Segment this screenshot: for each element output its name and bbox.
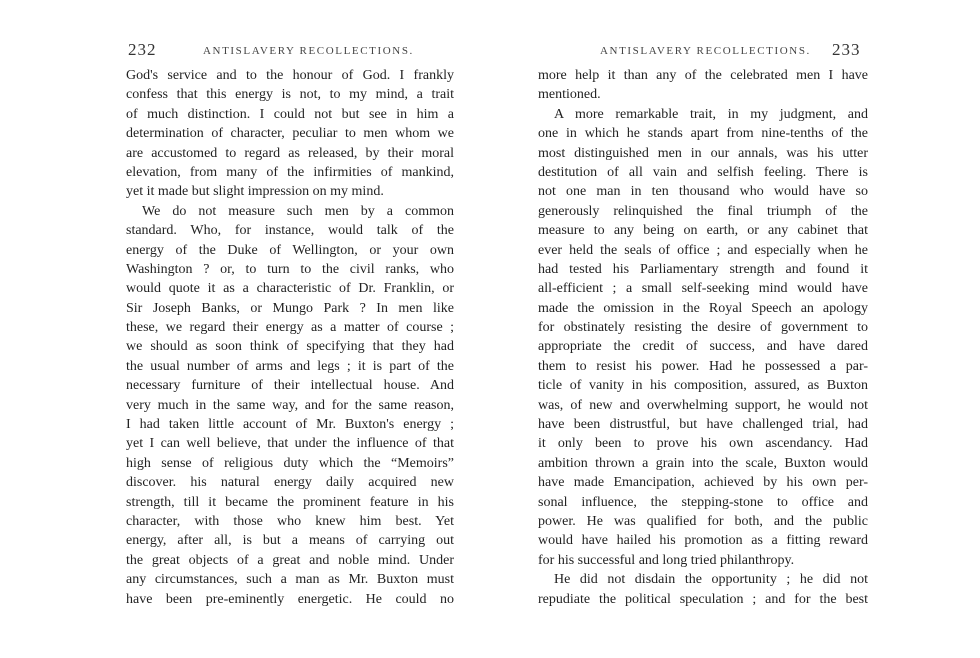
- text-line: confess that this energy is not, to my mind, a trait: [126, 87, 454, 103]
- text-line: made the omission in the Royal Speech an apology: [538, 300, 868, 316]
- text-line: it only been to prove his own ascendancy. Had: [538, 436, 868, 452]
- text-line: we should as soon think of specifying that they had: [126, 339, 454, 355]
- text-line: A more remarkable trait, in my judgment, and: [554, 106, 868, 122]
- text-line: one in which he stands apart from nine-tenths of the: [538, 126, 868, 142]
- text-line: appropriate the credit of success, and have dared: [538, 339, 868, 355]
- text-line: God's service and to the honour of God. I frankly: [126, 68, 454, 83]
- text-line: necessary furniture of their intellectual house. And: [126, 378, 454, 394]
- text-line: elevation, from many of the infirmities of mankind,: [126, 164, 454, 180]
- text-line: ticle of vanity in his composition, assured, as Buxton: [538, 378, 868, 394]
- left-page-number: 232: [128, 40, 157, 59]
- text-line: would quote it as a characteristic of Dr. Franklin, or: [126, 281, 454, 297]
- text-line: the usual number of arms and legs ; it is part of the: [126, 358, 454, 374]
- text-line: are accustomed to regard as released, by their moral: [126, 145, 454, 161]
- text-line: high sense of religious duty which the “Memoirs”: [126, 455, 454, 471]
- text-line: ambition thrown a grain into the scale, Buxton would: [538, 455, 868, 471]
- text-line: would have hailed his promotion as a fitting reward: [538, 533, 868, 549]
- text-line: very much in the same way, and for the same reason,: [126, 397, 454, 413]
- text-line: I had taken little account of Mr. Buxton's energy ;: [126, 417, 454, 433]
- text-line: have been pre-eminently energetic. He could no: [126, 591, 454, 607]
- right-body-text: [538, 66, 868, 609]
- text-line: Sir Joseph Banks, or Mungo Park ? In men like: [126, 300, 454, 316]
- text-line: them to resist his power. Had he possessed a par-: [538, 358, 868, 374]
- text-line: energy, after all, is but a means of carrying out: [126, 533, 454, 549]
- left-body-text: [126, 66, 454, 609]
- text-line: the great objects of a great and noble mind. Under: [126, 552, 454, 568]
- text-line: for obstinately resisting the desire of government to: [538, 320, 868, 336]
- text-line: more help it than any of the celebrated men I have: [538, 68, 868, 83]
- text-line: We do not measure such men by a common: [142, 203, 454, 219]
- text-line: character, with those who knew him best. Yet: [126, 513, 454, 529]
- text-line: not one man in ten thousand who would have so: [538, 184, 868, 200]
- text-line: of much distinction. I could not but see in him a: [126, 106, 454, 122]
- left-running-head: ANTISLAVERY RECOLLECTIONS.: [203, 45, 414, 57]
- text-line: ever held the seals of office ; and especially when he: [538, 242, 868, 258]
- text-line: generously relinquished the final triumph of the: [538, 203, 868, 219]
- text-line: He did not disdain the opportunity ; he did not: [554, 572, 868, 588]
- right-page: [490, 0, 980, 658]
- right-page-number: 233: [832, 40, 861, 59]
- text-line: had tested his Parliamentary strength and found it: [538, 261, 868, 277]
- text-line: mentioned.: [538, 87, 601, 103]
- text-line: Washington ? or, to turn to the civil ranks, who: [126, 261, 454, 277]
- text-line: sonal influence, the stepping-stone to office and: [538, 494, 868, 510]
- text-line: all-efficient ; a small self-seeking mind would have: [538, 281, 868, 297]
- text-line: measure to any being on earth, or any cabinet that: [538, 223, 868, 239]
- text-line: discover. his natural energy daily acquired new: [126, 475, 454, 491]
- text-line: any circumstances, such a man as Mr. Buxton must: [126, 572, 454, 588]
- text-line: yet it made but slight impression on my mind.: [126, 184, 384, 200]
- text-line: these, we regard their energy as a matter of course ;: [126, 320, 454, 336]
- text-line: for his successful and long tried philanthropy.: [538, 552, 795, 568]
- right-running-head: ANTISLAVERY RECOLLECTIONS.: [600, 45, 811, 57]
- text-line: was, of new and overwhelming support, he would not: [538, 397, 868, 413]
- text-line: standard. Who, for instance, would talk of the: [126, 223, 454, 239]
- text-line: destitution of all vain and selfish feeling. There is: [538, 164, 868, 180]
- text-line: determination of character, peculiar to men whom we: [126, 126, 454, 142]
- text-line: energy of the Duke of Wellington, or your own: [126, 242, 454, 258]
- text-line: repudiate the political speculation ; and for the best: [538, 591, 868, 607]
- text-line: have made Emancipation, achieved by his own per-: [538, 475, 868, 491]
- text-line: strength, till it became the prominent feature in his: [126, 494, 454, 510]
- text-line: yet I can well believe, that under the influence of that: [126, 436, 454, 452]
- text-line: have been distrustful, but have challenged trial, had: [538, 417, 868, 433]
- text-line: power. He was qualified for both, and the public: [538, 513, 868, 529]
- text-line: most distinguished men in our annals, was his utter: [538, 145, 868, 161]
